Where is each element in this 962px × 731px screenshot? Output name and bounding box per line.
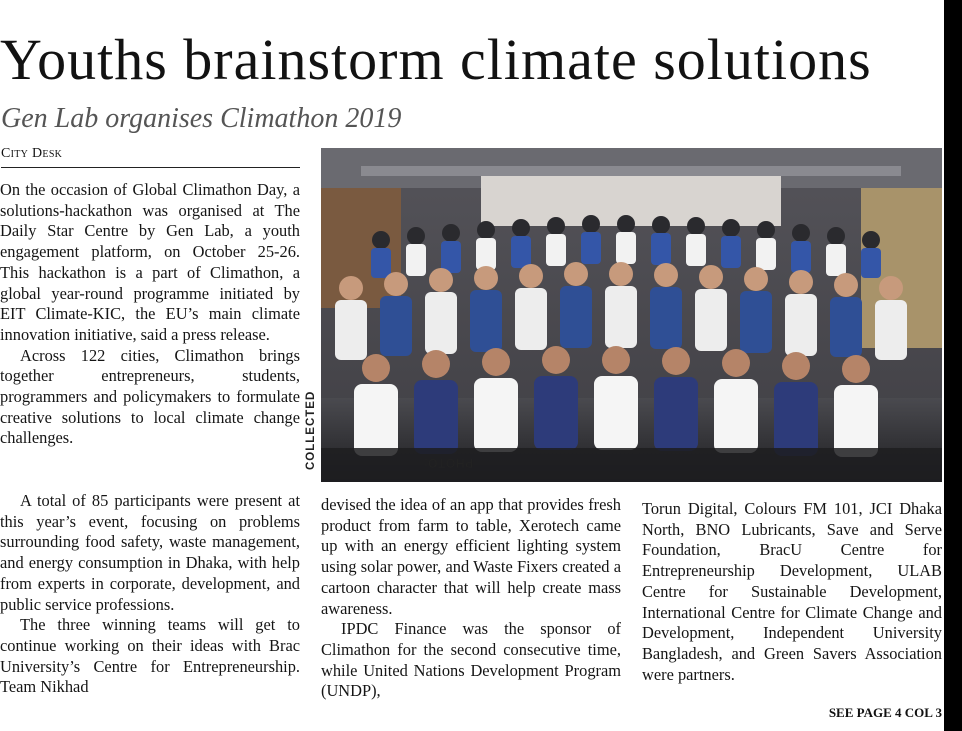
paragraph-winners: The three winning teams will get to continue working on their ideas with Brac University’s Centre for Entrepreneurship. Team Nikhad: [0, 615, 300, 697]
headline: Youths brainstorm climate solutions: [0, 27, 872, 92]
article-column-2: [321, 495, 621, 702]
article-column-3: [642, 499, 942, 685]
photo-credit: [303, 300, 473, 470]
article-column-1-bottom: [0, 491, 300, 698]
continuation-jump-line: SEE PAGE 4 COL 3: [828, 705, 942, 720]
group-photo: [321, 148, 942, 482]
page-edge-bar: [944, 0, 962, 731]
paragraph-intro: On the occasion of Global Climathon Day, a solutions-hackathon was organised at The Daily Star Centre by Gen Lab, a youth engagement platform, on October 25-26. This hackathon is a part of Climathon, a global year-round programme initiated by EIT Climate-KIC, the EU’s main climate innovation initiative, said a press release.: [0, 180, 300, 344]
photo-credit-text: [303, 300, 473, 470]
group-photo-illustration: [321, 148, 942, 482]
paragraph-participants: A total of 85 participants were present at this year’s event, focusing on problems surrounding food safety, waste management, and energy consumption in Dhaka, with help from experts in corporate, development, and public service professions.: [0, 491, 300, 614]
photo-credit-prefix: PHOTO:: [423, 456, 473, 468]
photo-credit-name: COLLECTED: [305, 390, 317, 470]
byline: City Desk: [1, 145, 300, 168]
paragraph-ideas: devised the idea of an app that provides fresh product from farm to table, Xerotech came up with an energy efficient lighting system using solar power, and Waste Fixers created a cartoon character that will help create mass awareness.: [321, 495, 621, 618]
paragraph-partners: Torun Digital, Colours FM 101, JCI Dhaka North, BNO Lubricants, Save and Serve Foundation, BracU Centre for Entrepreneurship Development, ULAB Centre for Sustainable Development, International Centre for Climate Change and Development, Independent University Bangladesh, and Green Savers Association were partners.: [642, 499, 942, 684]
subheadline: Gen Lab organises Climathon 2019: [1, 103, 402, 134]
article-column-1-top: [0, 180, 300, 449]
paragraph-cities: Across 122 cities, Climathon brings together entrepreneurs, students, programmers and policymakers to formulate creative solutions to local climate change challenges.: [0, 345, 300, 448]
paragraph-sponsor: IPDC Finance was the sponsor of Climathon for the second consecutive time, while United Nations Development Program (UNDP),: [321, 619, 621, 701]
